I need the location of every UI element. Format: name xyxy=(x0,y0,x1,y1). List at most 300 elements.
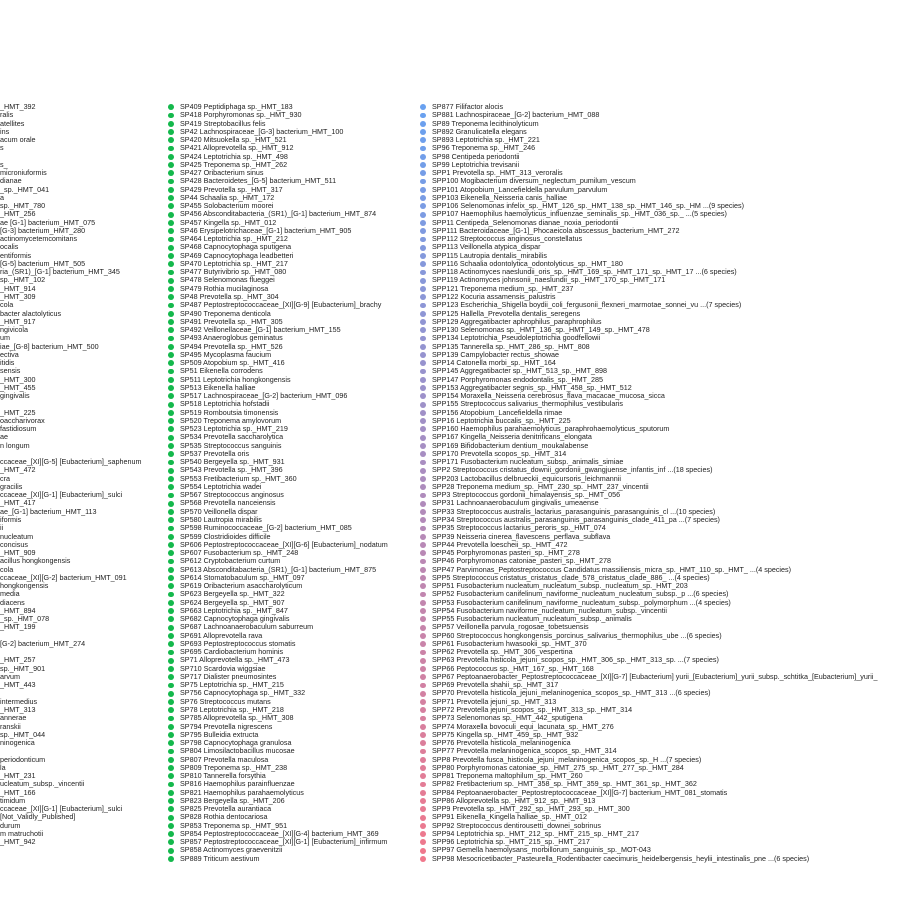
legend-label: SP477 Butyrivibrio sp._HMT_080 xyxy=(180,267,287,277)
legend-label: SP695 Cardiobacterium hominis xyxy=(180,647,284,657)
legend-label: SPP74 Moraxella bovoculi_equi_lacunata_sp._HMT_276 xyxy=(432,721,614,731)
legend-label: _HMT_309 xyxy=(0,291,36,301)
legend-marker xyxy=(420,650,426,656)
legend-label: SPP107 Haemophilus haemolyticus_influenzae_seminalis_sp._HMT_036_sp._ ...(5 species) xyxy=(432,209,727,219)
legend-marker xyxy=(420,319,426,325)
legend-marker xyxy=(168,195,174,201)
legend-label: SP877 Filifactor alocis xyxy=(432,102,504,111)
legend-label: [Not_Validly_Published] xyxy=(0,812,76,822)
legend-marker xyxy=(168,542,174,548)
legend-marker xyxy=(168,410,174,416)
legend-marker xyxy=(420,278,426,284)
legend-label: SP663 Leptotrichia sp._HMT_847 xyxy=(180,605,288,615)
legend-label: SP421 Alloprevotella sp._HMT_912 xyxy=(180,143,294,153)
legend-label: SP816 Haemophilus parainfluenzae xyxy=(180,779,295,789)
legend-label: ccaceae_[XI][G-1] [Eubacterium]_sulci xyxy=(0,490,123,500)
legend-label: SPP34 Streptococcus australis_parasanguinis_parasanguinis_clade_411_pa ...(7 species) xyxy=(432,515,720,524)
legend-label: SP89 Treponema lecithinolyticum xyxy=(432,118,539,128)
legend-label: periodonticum xyxy=(0,754,46,764)
legend-label: acum orale xyxy=(0,135,36,145)
legend-marker xyxy=(168,162,174,168)
legend-marker xyxy=(168,484,174,490)
legend-marker xyxy=(420,757,426,763)
legend-label: _HMT_300 xyxy=(0,374,36,384)
legend-label: acillus hongkongensis xyxy=(0,556,71,566)
legend-label: SP823 Bergeyella sp._HMT_206 xyxy=(180,795,285,805)
legend-label: SPP96 Leptotrichia sp._HMT_215_sp._HMT_217 xyxy=(432,837,590,847)
legend-marker xyxy=(168,517,174,523)
legend-label: SPP135 Tannerella sp._HMT_286_sp._HMT_808 xyxy=(432,341,590,351)
legend-label: SP537 Prevotella oris xyxy=(180,448,250,458)
legend-marker xyxy=(420,592,426,598)
legend-label: SP511 Leptotrichia hongkongensis xyxy=(180,374,291,384)
legend-marker xyxy=(420,608,426,614)
legend-label: SP543 Prevotella sp._HMT_396 xyxy=(180,465,283,475)
legend-marker xyxy=(168,707,174,713)
legend-label: SP418 Porphyromonas sp._HMT_930 xyxy=(180,110,302,120)
legend-marker xyxy=(420,839,426,845)
legend-label: SPP103 Eikenella_Neisseria canis_halliae xyxy=(432,192,568,202)
legend-label: SP48 Prevotella sp._HMT_304 xyxy=(180,291,279,301)
legend-label: ae xyxy=(0,432,8,442)
legend-label: ccaceae_[XI][G-1] [Eubacterium]_sulci xyxy=(0,804,123,814)
legend-label: SP624 Bergeyella sp._HMT_907 xyxy=(180,597,285,607)
legend-label: SPP171 Fusobacterium nucleatum_subsp._animalis_simiae xyxy=(432,457,624,467)
legend-label: sensis xyxy=(0,366,21,376)
legend-marker xyxy=(420,212,426,218)
legend-label: SP42 Lachnospiraceae_[G-3] bacterium_HMT_100 xyxy=(180,126,344,136)
legend-marker xyxy=(420,699,426,705)
legend-marker xyxy=(168,815,174,821)
legend-marker xyxy=(420,360,426,366)
legend-label: SP464 Leptotrichia sp._HMT_212 xyxy=(180,234,288,244)
legend-label: SPP33 Streptococcus australis_lactarius_parasanguinis_parasanguinis_cl ...(10 species) xyxy=(432,506,716,516)
legend-label: SP469 Capnocytophaga leadbetteri xyxy=(180,250,294,260)
legend-label: ngivicola xyxy=(0,325,28,335)
legend-label: _HMT_443 xyxy=(0,680,36,690)
legend-label: dianae xyxy=(0,176,22,186)
legend-marker xyxy=(168,476,174,482)
legend-label: SP513 Eikenella halliae xyxy=(180,382,256,392)
legend-marker xyxy=(420,311,426,317)
legend-label: SP682 Capnocytophaga gingivalis xyxy=(180,614,290,624)
legend-label: SP51 Eikenella corrodens xyxy=(180,366,263,376)
legend-marker xyxy=(420,369,426,375)
legend-marker xyxy=(168,625,174,631)
legend-label: SP517 Lachnospiraceae_[G-2] bacterium_HMT_096 xyxy=(180,391,348,401)
legend-label: SPP55 Fusobacterium nucleatum_nucleatum_subsp._animalis xyxy=(432,614,632,624)
legend-label: SP519 Romboutsia timonensis xyxy=(180,407,279,417)
legend-marker xyxy=(420,583,426,589)
legend-label: SP78 Leptotrichia sp._HMT_218 xyxy=(180,704,284,714)
legend-label: SPP203 Lactobacillus delbrueckii_equicursoris_leichmannii xyxy=(432,473,621,483)
legend-label: SP491 Prevotella sp._HMT_305 xyxy=(180,316,283,326)
legend-label: SP494 Prevotella sp._HMT_526 xyxy=(180,341,283,351)
legend-marker xyxy=(420,724,426,730)
legend-marker xyxy=(168,187,174,193)
legend-marker xyxy=(420,782,426,788)
legend-marker xyxy=(420,410,426,416)
legend-label: n longum xyxy=(0,440,30,450)
legend-label: SP71 Alloprevotella sp._HMT_473 xyxy=(180,655,290,665)
legend-label: SP495 Mycoplasma faucium xyxy=(180,349,272,359)
legend-label: SP75 Leptotrichia sp._HMT_215 xyxy=(180,680,284,690)
legend-label: SP492 Veillonellaceae_[G-1] bacterium_HMT_155 xyxy=(180,325,341,335)
legend-label: SPP62 Prevotella sp._HMT_306_vespertina xyxy=(432,647,573,657)
legend-marker xyxy=(168,583,174,589)
legend-marker xyxy=(168,724,174,730)
legend-label: SPP112 Streptococcus anginosus_constellatus xyxy=(432,234,583,244)
legend-label: cola xyxy=(0,564,14,574)
legend-label: _HMT_914 xyxy=(0,283,36,293)
legend-label: SPP167 Kingella_Neisseria denitrificans_elongata xyxy=(432,432,592,442)
legend-label: SPP121 Treponema medium_sp._HMT_237 xyxy=(432,283,574,293)
legend-label: SPP170 Prevotella scopos_sp._HMT_314 xyxy=(432,448,567,458)
legend-label: nucleatum xyxy=(0,531,34,541)
legend-marker xyxy=(168,319,174,325)
legend-marker xyxy=(420,203,426,209)
legend-marker xyxy=(168,443,174,449)
legend-marker xyxy=(420,468,426,474)
legend-label: SP98 Centipeda periodontii xyxy=(432,151,520,161)
legend-marker xyxy=(168,113,174,119)
legend-label: SPP60 Streptococcus hongkongensis_porcinus_salivarius_thermophilus_ube ...(6 species) xyxy=(432,630,722,640)
legend-label: SPP2 Streptococcus cristatus_downii_gordonii_gwangjuense_infantis_inf ...(18 species) xyxy=(432,465,713,475)
legend-marker xyxy=(420,170,426,176)
legend-label: ccaceae_[XI][G-2] bacterium_HMT_091 xyxy=(0,572,127,582)
legend-marker xyxy=(420,716,426,722)
legend-label: arvum xyxy=(0,671,20,681)
legend-marker xyxy=(420,121,426,127)
legend-label: la xyxy=(0,762,6,772)
legend-label: SPP77 Prevotella melaninogenica_scopos_sp._HMT_314 xyxy=(432,746,617,756)
legend-label: SP96 Treponema sp._HMT_246 xyxy=(432,143,536,153)
legend-label: SPP39 Neisseria cinerea_flavescens_perflava_subflava xyxy=(432,531,611,541)
legend-marker xyxy=(168,559,174,565)
legend-label: SP825 Prevotella aurantiaca xyxy=(180,804,272,814)
legend-marker xyxy=(168,270,174,276)
legend-label: _HMT_256 xyxy=(0,209,36,219)
legend-marker xyxy=(168,592,174,598)
legend-label: _HMT_894 xyxy=(0,605,36,615)
legend-label: SPP14 Catonella morbi_sp._HMT_164 xyxy=(432,358,556,368)
legend-marker xyxy=(168,798,174,804)
legend-marker xyxy=(168,757,174,763)
legend-marker xyxy=(420,798,426,804)
legend-label: [G-5] bacterium_HMT_505 xyxy=(0,258,86,268)
legend-marker xyxy=(168,261,174,267)
legend-marker xyxy=(420,154,426,160)
legend-label: _HMT_472 xyxy=(0,465,36,475)
legend-marker xyxy=(168,608,174,614)
legend-marker xyxy=(168,493,174,499)
legend-marker xyxy=(420,336,426,342)
legend-label: SPP47 Parvimonas_Peptostreptococcus Candidatus massiliensis_micra_sp._HMT_110_sp._HMT_ ...(4 species) xyxy=(432,564,792,574)
legend-label: SPP84 Peptoanaerobacter_Peptostreptococcaceae_[XI][G-7] bacterium_HMT_081_stomatis xyxy=(432,787,728,797)
legend-marker xyxy=(420,162,426,168)
legend-marker xyxy=(168,509,174,515)
legend-label: _HMT_392 xyxy=(0,102,36,111)
legend-label: SP858 Actinomyces graevenitzii xyxy=(180,845,283,855)
legend-marker xyxy=(168,303,174,309)
legend-label: SPP70 Prevotella histicola_jejuni_melaninogenica_scopos_sp._HMT_313 ...(6 species) xyxy=(432,688,711,698)
legend-marker xyxy=(168,674,174,680)
legend-marker xyxy=(168,716,174,722)
legend-marker xyxy=(420,352,426,358)
legend-label: SP490 Treponema denticola xyxy=(180,308,271,318)
legend-label: durum xyxy=(0,820,21,830)
legend-label: SPP154 Moraxella_Neisseria cerebrosus_flava_macacae_mucosa_sicca xyxy=(432,391,665,401)
legend-marker xyxy=(420,270,426,276)
legend-label: SPP5 Streptococcus cristatus_cristatus_clade_578_cristatus_clade_886_ ...(4 species) xyxy=(432,572,710,582)
legend-marker xyxy=(168,534,174,540)
legend-marker xyxy=(168,212,174,218)
legend-marker xyxy=(420,303,426,309)
legend-label: sp._HMT_901 xyxy=(0,663,46,673)
legend-marker xyxy=(420,790,426,796)
legend-label: SPP115 Lautropia dentalis_mirabilis xyxy=(432,250,547,260)
legend-label: sp._HMT_780 xyxy=(0,201,46,211)
legend-marker xyxy=(168,154,174,160)
legend-marker xyxy=(420,732,426,738)
legend-label: ae_[G-1] bacterium_HMT_113 xyxy=(0,506,97,516)
legend-label: SP623 Bergeyella sp._HMT_322 xyxy=(180,589,285,599)
legend-label: SP599 Clostridioides difficile xyxy=(180,531,271,541)
legend-label: SPP52 Fusobacterium canifelinum_naviforme_nucleatum_nucleatum_subsp._p ...(6 species) xyxy=(432,589,729,599)
legend-marker xyxy=(420,253,426,259)
legend-marker xyxy=(168,121,174,127)
legend-label: SP470 Leptotrichia sp._HMT_217 xyxy=(180,258,288,268)
legend-marker xyxy=(168,633,174,639)
legend-label: SP419 Streptobacillus felis xyxy=(180,118,266,128)
legend-marker xyxy=(168,616,174,622)
legend-label: SPP82 Fretibacterium sp._HMT_358_sp._HMT_359_sp._HMT_361_sp._HMT_362 xyxy=(432,779,697,789)
legend-marker xyxy=(168,426,174,432)
legend-label: _sp._HMT_041 xyxy=(0,184,50,194)
legend-label: m matruchotii xyxy=(0,828,44,838)
legend-marker xyxy=(420,666,426,672)
legend-marker xyxy=(420,228,426,234)
legend-marker xyxy=(168,237,174,243)
legend-label: SP854 Peptostreptococcaceae_[XI][G-4] bacterium_HMT_369 xyxy=(180,828,379,838)
legend-label: SP427 Oribacterium sinus xyxy=(180,168,264,178)
legend-label: SP424 Leptotrichia sp._HMT_498 xyxy=(180,151,288,161)
legend-label: _HMT_257 xyxy=(0,655,36,665)
legend-marker xyxy=(420,476,426,482)
legend-label: iformis xyxy=(0,515,22,524)
legend-label: SP598 Ruminococcaceae_[G-2] bacterium_HMT_085 xyxy=(180,523,352,533)
legend-label: microniuformis xyxy=(0,168,47,178)
legend-marker xyxy=(420,220,426,226)
legend-marker xyxy=(420,402,426,408)
legend-marker xyxy=(168,699,174,705)
legend-marker xyxy=(168,683,174,689)
legend-marker xyxy=(168,765,174,771)
legend-label: cra xyxy=(0,473,10,483)
legend-label: SPP57 Veillonella parvula_rogosae_tobetsuensis xyxy=(432,622,589,632)
legend-label: SP693 Peptostreptococcus stomatis xyxy=(180,638,296,648)
legend-label: SP612 Cryptobacterium curtum xyxy=(180,556,281,566)
legend-label: hongkongensis xyxy=(0,581,49,591)
legend-label: gingivalis xyxy=(0,391,30,401)
legend-label: SP785 Alloprevotella sp._HMT_308 xyxy=(180,713,294,723)
legend-label: SP619 Oribacterium asaccharolyticum xyxy=(180,581,303,591)
legend-label: SPP28 Treponema medium_sp._HMT_230_sp._HMT_237_vincentii xyxy=(432,481,649,491)
legend-label: _HMT_455 xyxy=(0,382,36,392)
legend-marker xyxy=(168,790,174,796)
legend-label: SP807 Prevotella maculosa xyxy=(180,754,269,764)
legend-label: ninogenica xyxy=(0,738,35,748)
legend-marker xyxy=(420,848,426,854)
legend-marker xyxy=(420,237,426,243)
legend-label: SP893 Leptotrichia sp._HMT_221 xyxy=(432,135,540,145)
legend-label: SP420 Mitsuokella sp._HMT_521 xyxy=(180,135,287,145)
legend-marker xyxy=(420,377,426,383)
legend-label: SPP106 Selenomonas infelix_sp._HMT_126_sp._HMT_138_sp._HMT_146_sp._HM ...(9 species) xyxy=(432,201,745,211)
legend-label: SPP129 Aggregatibacter aphrophilus_paraphrophilus xyxy=(432,316,602,326)
legend-marker xyxy=(420,823,426,829)
legend-label: SP428 Bacteroidetes_[G-5] bacterium_HMT_511 xyxy=(180,176,337,186)
legend-marker xyxy=(420,501,426,507)
legend-label: annerae xyxy=(0,713,27,723)
legend-marker xyxy=(420,344,426,350)
legend-marker xyxy=(168,220,174,226)
legend-label: ins xyxy=(0,126,10,136)
legend-label: oaccharivorax xyxy=(0,415,45,425)
legend-marker xyxy=(420,137,426,143)
legend-label: SP457 Kingella sp._HMT_012 xyxy=(180,217,277,227)
legend-marker xyxy=(168,360,174,366)
legend-marker xyxy=(168,435,174,441)
legend-label: entiformis xyxy=(0,250,32,260)
legend-marker xyxy=(420,245,426,251)
legend-label: SPP51 Fusobacterium nucleatum_nucleatum_subsp._nucleatum_sp._HMT_203 xyxy=(432,581,688,591)
legend-label: SP554 Leptotrichia wadei xyxy=(180,481,262,491)
legend-marker xyxy=(168,848,174,854)
legend-marker xyxy=(168,129,174,135)
legend-marker xyxy=(420,179,426,185)
legend-label: SPP76 Prevotella histicola_melaninogenica xyxy=(432,738,571,748)
legend-label: SP540 Bergeyella sp._HMT_931 xyxy=(180,457,285,467)
legend-label: atellites xyxy=(0,118,25,128)
legend-marker xyxy=(420,559,426,565)
legend-marker xyxy=(168,278,174,284)
legend-marker xyxy=(168,137,174,143)
legend-marker xyxy=(420,815,426,821)
legend-marker xyxy=(420,526,426,532)
legend-label: SP44 Schaalia sp._HMT_172 xyxy=(180,192,275,202)
legend-label: SP892 Granulicatella elegans xyxy=(432,126,527,136)
legend-label: SP46 Erysipelotrichaceae_[G-1] bacterium_HMT_905 xyxy=(180,225,352,235)
legend-marker xyxy=(420,104,426,110)
legend-marker xyxy=(420,658,426,664)
legend-marker xyxy=(420,765,426,771)
legend-marker xyxy=(420,129,426,135)
legend-marker xyxy=(420,327,426,333)
legend-marker xyxy=(420,600,426,606)
legend-marker xyxy=(168,286,174,292)
legend-marker xyxy=(420,261,426,267)
legend-label: SP76 Streptococcus mutans xyxy=(180,696,271,706)
legend-label: _HMT_166 xyxy=(0,787,36,797)
legend-marker xyxy=(420,567,426,573)
legend-marker xyxy=(168,245,174,251)
legend-marker xyxy=(420,542,426,548)
legend-label: SP857 Peptostreptococcaceae_[XI][G-1] [Eubacterium]_infirmum xyxy=(180,837,388,847)
legend-label: cola xyxy=(0,300,14,310)
legend-label: SPP61 Fusobacterium hwasookii_sp._HMT_370 xyxy=(432,638,587,648)
legend-label: SPP3 Streptococcus gordonii_himalayensis_sp._HMT_056 xyxy=(432,490,621,500)
legend-label: SP889 Triticum aestivum xyxy=(180,853,260,863)
legend-label: SPP45 Porphyromonas pasteri_sp._HMT_278 xyxy=(432,548,580,558)
legend-label: SP794 Prevotella nigrescens xyxy=(180,721,273,731)
legend-marker xyxy=(420,146,426,152)
legend-label: SP429 Prevotella sp._HMT_317 xyxy=(180,184,283,194)
legend-marker xyxy=(168,336,174,342)
legend-marker xyxy=(168,641,174,647)
legend-label: SP828 Rothia dentocariosa xyxy=(180,812,268,822)
legend-marker xyxy=(168,567,174,573)
legend-label: SPP16 Leptotrichia buccalis_sp._HMT_225 xyxy=(432,415,571,425)
legend-label: SPP9 Prevotella sp._HMT_292_sp._HMT_293_sp._HMT_300 xyxy=(432,804,630,814)
legend-marker xyxy=(168,393,174,399)
legend-marker xyxy=(420,691,426,697)
legend-label: SPP153 Aggregatibacter segnis_sp._HMT_458_sp._HMT_512 xyxy=(432,382,632,392)
legend-marker xyxy=(168,550,174,556)
legend-marker xyxy=(420,773,426,779)
legend-marker xyxy=(420,707,426,713)
legend-label: SPP8 Prevotella fusca_histicola_jejuni_melaninogenica_scopos_sp._H ...(7 species) xyxy=(432,754,702,764)
legend-marker xyxy=(420,294,426,300)
legend-marker xyxy=(168,179,174,185)
legend-label: ocalis xyxy=(0,242,19,252)
legend-marker xyxy=(168,377,174,383)
legend-label: SPP71 Prevotella jejuni_sp._HMT_313 xyxy=(432,696,557,706)
legend-label: _HMT_199 xyxy=(0,622,36,632)
legend-label: SPP94 Leptotrichia sp._HMT_212_sp._HMT_215_sp._HMT_217 xyxy=(432,828,639,838)
legend-marker xyxy=(420,633,426,639)
legend-label: SPP46 Porphyromonas catoniae_pasteri_sp._HMT_278 xyxy=(432,556,611,566)
legend-label: SPP67 Peptoanaerobacter_Peptostreptococcaceae_[XI][G-7] [Eubacterium] yurii_[Eubacterium]_yurii_subsp._schtitka_[Eubacterium]_yurii_ xyxy=(432,671,878,681)
legend-label: SPP145 Aggregatibacter sp._HMT_513_sp._HMT_898 xyxy=(432,366,607,376)
legend-label: SP509 Atopobium sp._HMT_416 xyxy=(180,358,285,368)
legend-label: bacter alactolyticus xyxy=(0,308,62,318)
legend-marker xyxy=(420,806,426,812)
legend-label: SP493 Anaeroglobus geminatus xyxy=(180,333,283,343)
legend-label: SP553 Fretibacterium sp._HMT_360 xyxy=(180,473,297,483)
legend-label: SPP11 Centipeda_Selenomonas dianae_noxia_periodontii xyxy=(432,217,619,227)
legend-label: actinomycetemcomitans xyxy=(0,234,78,244)
legend-label: SP821 Haemophilus parahaemolyticus xyxy=(180,787,304,797)
legend-label: SPP130 Selenomonas sp._HMT_136_sp._HMT_149_sp._HMT_478 xyxy=(432,325,650,335)
legend-label: ralis xyxy=(0,110,14,120)
legend-label: _HMT_313 xyxy=(0,704,36,714)
legend-marker xyxy=(168,170,174,176)
legend-label: SPP123 Escherichia_Shigella boydii_coli_fergusonii_flexneri_marmotae_sonnei_vu ...(7 species) xyxy=(432,300,742,310)
legend-marker xyxy=(420,113,426,119)
legend-label: SPP156 Atopobium_Lancefieldella rimae xyxy=(432,407,563,417)
legend-label: [G-2] bacterium_HMT_274 xyxy=(0,638,86,648)
legend-label: SPP116 Schaalia odontolytica_odontolyticus_sp._HMT_180 xyxy=(432,258,623,268)
legend-marker xyxy=(420,616,426,622)
legend-label: SPP113 Veillonella atypica_dispar xyxy=(432,242,541,252)
legend-label: SPP54 Fusobacterium naviforme_nucleatum_nucleatum_subsp._vincentii xyxy=(432,605,667,615)
legend-marker xyxy=(420,195,426,201)
legend-label: SP409 Peptidiphaga sp._HMT_183 xyxy=(180,102,293,111)
legend-label: ii xyxy=(0,523,4,533)
legend-marker xyxy=(420,443,426,449)
legend-label: SPP147 Porphyromonas endodontalis_sp._HMT_285 xyxy=(432,374,604,384)
